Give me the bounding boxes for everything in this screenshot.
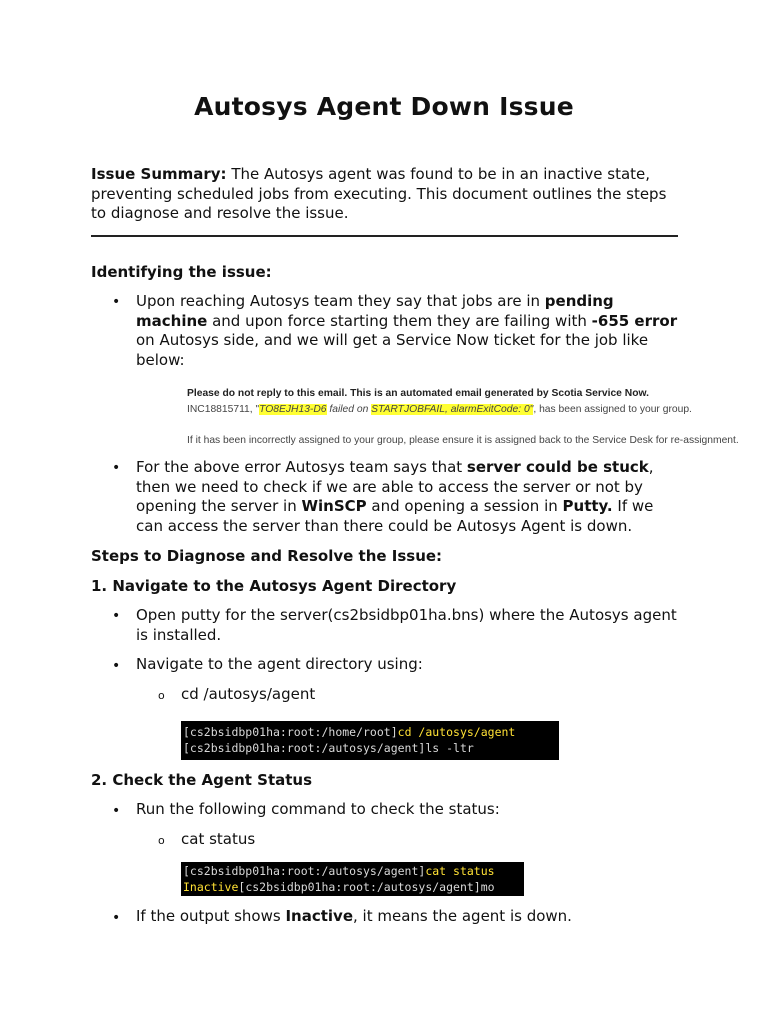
- identify-heading: Identifying the issue:: [91, 263, 272, 281]
- text: INC18815711, ": [187, 404, 260, 415]
- bullet: •: [112, 294, 121, 310]
- text: Upon reaching Autosys team they say that jobs are in: [136, 292, 545, 310]
- terminal-prompt: [cs2bsidbp01ha:root:/autosys/agent]mo: [238, 880, 495, 894]
- step1-bullet-1: Open putty for the server(cs2bsidbp01ha.bns) where the Autosys agent is installed.: [136, 606, 677, 644]
- email-line-2: [187, 404, 692, 415]
- bold-text: -655 error: [591, 311, 678, 330]
- sub-bullet: o: [158, 689, 165, 702]
- text: failed on: [326, 404, 372, 415]
- text: , has been assigned to your group.: [533, 404, 692, 415]
- terminal-prompt: [cs2bsidbp01ha:root:/autosys/agent]: [183, 864, 426, 878]
- email-line-3: If it has been incorrectly assigned to your group, please ensure it is assigned back to the Service Desk for re-assignment.: [187, 435, 739, 446]
- highlight-error: STARTJOBFAIL, alarmExitCode: 0": [371, 404, 534, 415]
- terminal-command: cat status: [425, 864, 495, 878]
- bold-text: Putty.: [562, 497, 613, 515]
- text: , it means the agent is down.: [353, 907, 572, 925]
- summary-label: Issue Summary:: [91, 165, 227, 183]
- terminal-line: [cs2bsidbp01ha:root:/autosys/agent]ls -ltr: [183, 741, 474, 755]
- bold-text: WinSCP: [301, 497, 367, 515]
- terminal-command: cd /autosys/agent: [397, 725, 516, 739]
- text: on Autosys side, and we will get a Service Now ticket for the job like below:: [136, 331, 649, 369]
- highlight-job-name: TO8EJH13-D6: [259, 404, 327, 415]
- step2-bullet-1: Run the following command to check the status:: [136, 800, 500, 818]
- step1-command: cd /autosys/agent: [181, 685, 316, 703]
- text: For the above error Autosys team says that: [136, 458, 467, 476]
- step2-bullet-2: [136, 907, 681, 927]
- bullet: •: [112, 658, 121, 674]
- terminal-line: [181, 724, 559, 740]
- email-line-1: Please do not reply to this email. This is an automated email generated by Scotia Service Now.: [187, 388, 649, 399]
- terminal-screenshot-status: [181, 862, 524, 896]
- issue-summary: [91, 165, 681, 224]
- step2-command: cat status: [181, 830, 256, 848]
- text: and opening a session in: [366, 497, 563, 515]
- bold-text: Inactive: [285, 907, 353, 925]
- identify-bullet-1: [136, 292, 681, 370]
- terminal-line: [181, 863, 524, 879]
- summary-text: The Autosys agent was found to be in an inactive state, preventing scheduled jobs from executing. This document outlines the steps to diagnose and resolve the issue.: [91, 165, 667, 222]
- text: and upon force starting them they are failing with: [207, 311, 592, 330]
- terminal-prompt: [cs2bsidbp01ha:root:/home/root]: [183, 725, 398, 739]
- step2-heading: 2. Check the Agent Status: [91, 771, 313, 789]
- text: , then we need to check if we are able to access the server or not by opening the server in: [136, 458, 654, 515]
- text: If we can access the server than there could be Autosys Agent is down.: [136, 497, 654, 535]
- step1-bullet-2: Navigate to the agent directory using:: [136, 655, 423, 673]
- terminal-screenshot-cd: [181, 721, 559, 760]
- bullet: •: [112, 460, 121, 476]
- identify-bullet-2: [136, 458, 681, 536]
- bullet: •: [112, 910, 121, 926]
- bold-text: pending machine: [136, 292, 614, 330]
- divider: [91, 235, 678, 237]
- bullet: •: [112, 608, 121, 624]
- page-title: Autosys Agent Down Issue: [194, 92, 574, 121]
- step1-heading: 1. Navigate to the Autosys Agent Directory: [91, 577, 457, 595]
- terminal-line: [181, 879, 524, 895]
- bold-text: server could be stuck: [466, 458, 649, 476]
- text: If the output shows: [136, 907, 286, 925]
- bullet: •: [112, 803, 121, 819]
- steps-heading: Steps to Diagnose and Resolve the Issue:: [91, 547, 443, 565]
- sub-bullet: o: [158, 834, 165, 847]
- email-screenshot: [187, 388, 768, 450]
- terminal-output: Inactive: [183, 880, 239, 894]
